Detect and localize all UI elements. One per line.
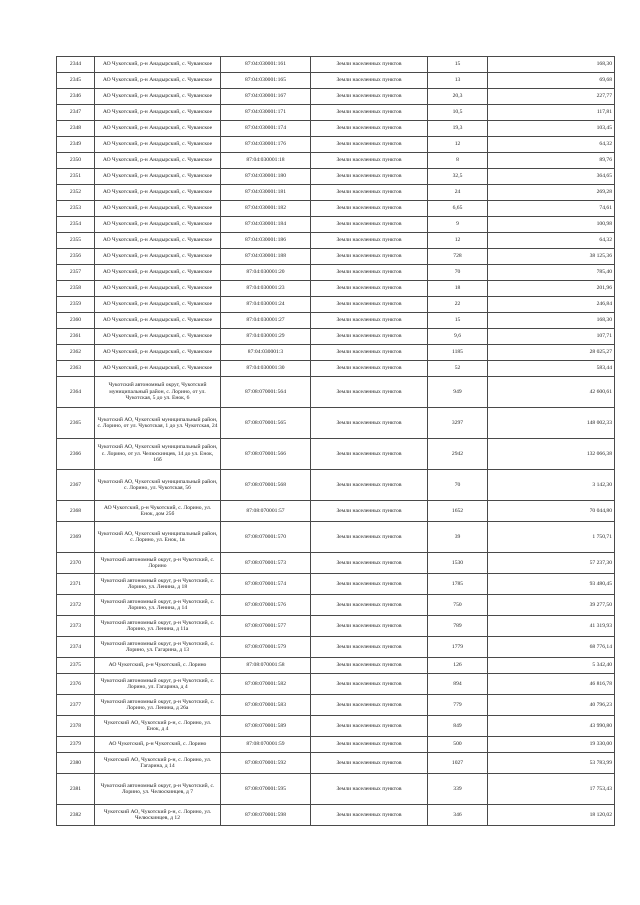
row-number: 2368 — [57, 501, 95, 522]
address-cell: АО Чукотский, р-н Чукотский, с. Лорино — [95, 737, 221, 753]
cadastral-number-cell: 87:04:030001:18 — [221, 153, 311, 169]
table-row — [57, 716, 615, 737]
row-number: 2351 — [57, 169, 95, 185]
table-row — [57, 297, 615, 313]
cadastral-value-cell: 5 342,40 — [488, 658, 615, 674]
address-cell: Чукотский автономный округ, р-н Чукотский, с. Лорино, ул. Гагарина, д 13 — [95, 637, 221, 658]
address-cell: АО Чукотский, р-н Анадырский, с. Чуванское — [95, 297, 221, 313]
cadastral-number-cell: 87:08:070001:568 — [221, 470, 311, 501]
table-row — [57, 281, 615, 297]
land-category-cell: Земли населенных пунктов — [311, 595, 428, 616]
table-row — [57, 522, 615, 553]
cadastral-number-cell: 87:08:070001:592 — [221, 753, 311, 774]
cadastral-value-cell: 68 776,14 — [488, 637, 615, 658]
area-cell: 1185 — [428, 345, 488, 361]
table-row — [57, 574, 615, 595]
land-category-cell: Земли населенных пунктов — [311, 121, 428, 137]
cadastral-number-cell: 87:04:030001:167 — [221, 89, 311, 105]
address-cell: АО Чукотский, р-н Анадырский, с. Чуванское — [95, 137, 221, 153]
area-cell: 10,5 — [428, 105, 488, 121]
area-cell: 849 — [428, 716, 488, 737]
table-row — [57, 249, 615, 265]
table-row — [57, 658, 615, 674]
land-category-cell: Земли населенных пунктов — [311, 361, 428, 377]
cadastral-value-cell: 42 600,61 — [488, 377, 615, 408]
area-cell: 39 — [428, 522, 488, 553]
area-cell: 8 — [428, 153, 488, 169]
table-row — [57, 674, 615, 695]
row-number: 2347 — [57, 105, 95, 121]
table-row — [57, 89, 615, 105]
address-cell: АО Чукотский, р-н Чукотский, с. Лорино — [95, 658, 221, 674]
land-category-cell: Земли населенных пунктов — [311, 616, 428, 637]
table-row — [57, 137, 615, 153]
land-category-cell: Земли населенных пунктов — [311, 185, 428, 201]
area-cell: 13 — [428, 73, 488, 89]
row-number: 2359 — [57, 297, 95, 313]
area-cell: 1785 — [428, 574, 488, 595]
address-cell: АО Чукотский, р-н Анадырский, с. Чуванское — [95, 329, 221, 345]
row-number: 2353 — [57, 201, 95, 217]
table-row — [57, 73, 615, 89]
address-cell: АО Чукотский, р-н Анадырский, с. Чуванское — [95, 57, 221, 73]
land-category-cell: Земли населенных пунктов — [311, 217, 428, 233]
table-row — [57, 313, 615, 329]
land-category-cell: Земли населенных пунктов — [311, 522, 428, 553]
land-category-cell: Земли населенных пунктов — [311, 501, 428, 522]
cadastral-value-cell: 39 277,50 — [488, 595, 615, 616]
cadastral-value-cell: 19 330,00 — [488, 737, 615, 753]
row-number: 2350 — [57, 153, 95, 169]
address-cell: Чукотский автономный округ, р-н Чукотский, с. Лорино, ул. Гагарина, д 4 — [95, 674, 221, 695]
cadastral-value-cell: 18 120,02 — [488, 805, 615, 826]
row-number: 2354 — [57, 217, 95, 233]
row-number: 2362 — [57, 345, 95, 361]
cadastral-number-cell: 87:08:070001:570 — [221, 522, 311, 553]
cadastral-value-cell: 148 002,33 — [488, 408, 615, 439]
cadastral-number-cell: 87:04:030001:181 — [221, 185, 311, 201]
cadastral-value-cell: 583,44 — [488, 361, 615, 377]
address-cell: АО Чукотский, р-н Анадырский, с. Чуванское — [95, 217, 221, 233]
row-number: 2356 — [57, 249, 95, 265]
land-category-cell: Земли населенных пунктов — [311, 57, 428, 73]
area-cell: 32,5 — [428, 169, 488, 185]
address-cell: АО Чукотский, р-н Анадырский, с. Чуванское — [95, 361, 221, 377]
address-cell: АО Чукотский, р-н Анадырский, с. Чуванское — [95, 73, 221, 89]
area-cell: 1530 — [428, 553, 488, 574]
row-number: 2363 — [57, 361, 95, 377]
cadastral-value-cell: 53 783,99 — [488, 753, 615, 774]
cadastral-value-cell: 74,61 — [488, 201, 615, 217]
area-cell: 3297 — [428, 408, 488, 439]
address-cell: Чукотский автономный округ, р-н Чукотский, с. Лорино, ул. Ленина, д 14 — [95, 595, 221, 616]
table-row — [57, 408, 615, 439]
area-cell: 19,3 — [428, 121, 488, 137]
table-row — [57, 439, 615, 470]
table-row — [57, 153, 615, 169]
table-row — [57, 470, 615, 501]
area-cell: 9 — [428, 217, 488, 233]
land-category-cell: Земли населенных пунктов — [311, 89, 428, 105]
cadastral-number-cell: 87:04:030001:165 — [221, 73, 311, 89]
land-category-cell: Земли населенных пунктов — [311, 753, 428, 774]
cadastral-value-cell: 57 237,30 — [488, 553, 615, 574]
address-cell: Чукотский автономный округ, р-н Чукотский, с. Лорино, ул. Челюскинцев, д 7 — [95, 774, 221, 805]
cadastral-value-cell: 69,68 — [488, 73, 615, 89]
row-number: 2355 — [57, 233, 95, 249]
row-number: 2374 — [57, 637, 95, 658]
area-cell: 894 — [428, 674, 488, 695]
cadastral-number-cell: 87:04:030001:171 — [221, 105, 311, 121]
area-cell: 9,6 — [428, 329, 488, 345]
table-row — [57, 361, 615, 377]
cadastral-value-cell: 17 753,43 — [488, 774, 615, 805]
land-category-cell: Земли населенных пунктов — [311, 695, 428, 716]
area-cell: 24 — [428, 185, 488, 201]
row-number: 2379 — [57, 737, 95, 753]
land-category-cell: Земли населенных пунктов — [311, 73, 428, 89]
cadastral-number-cell: 87:08:070001:566 — [221, 439, 311, 470]
address-cell: АО Чукотский, р-н Анадырский, с. Чуванское — [95, 249, 221, 265]
table-row — [57, 695, 615, 716]
land-category-cell: Земли населенных пунктов — [311, 137, 428, 153]
area-cell: 12 — [428, 233, 488, 249]
table-row — [57, 753, 615, 774]
cadastral-number-cell: 87:08:070001:565 — [221, 408, 311, 439]
address-cell: Чукотский АО, Чукотский муниципальный район, с. Лорино, ул. Чукотская, 56 — [95, 470, 221, 501]
address-cell: АО Чукотский, р-н Анадырский, с. Чуванское — [95, 201, 221, 217]
cadastral-number-cell: 87:04:030001:3 — [221, 345, 311, 361]
address-cell: АО Чукотский, р-н Анадырский, с. Чуванское — [95, 89, 221, 105]
address-cell: АО Чукотский, р-н Анадырский, с. Чуванское — [95, 169, 221, 185]
table-row — [57, 57, 615, 73]
cadastral-value-cell: 227,77 — [488, 89, 615, 105]
cadastral-number-cell: 87:08:070001:579 — [221, 637, 311, 658]
cadastral-number-cell: 87:08:070001:583 — [221, 695, 311, 716]
row-number: 2378 — [57, 716, 95, 737]
cadastral-number-cell: 87:04:030001:180 — [221, 169, 311, 185]
document-page — [56, 56, 614, 826]
row-number: 2367 — [57, 470, 95, 501]
table-row — [57, 329, 615, 345]
cadastral-number-cell: 87:08:070001:574 — [221, 574, 311, 595]
address-cell: АО Чукотский, р-н Анадырский, с. Чуванское — [95, 281, 221, 297]
cadastral-number-cell: 87:04:030001:20 — [221, 265, 311, 281]
cadastral-number-cell: 87:08:070001:57 — [221, 501, 311, 522]
table-row — [57, 233, 615, 249]
table-row — [57, 121, 615, 137]
cadastral-value-cell: 168,30 — [488, 57, 615, 73]
cadastral-value-cell: 46 816,78 — [488, 674, 615, 695]
address-cell: АО Чукотский, р-н Анадырский, с. Чуванское — [95, 105, 221, 121]
area-cell: 15 — [428, 57, 488, 73]
cadastral-value-cell: 64,32 — [488, 137, 615, 153]
address-cell: Чукотский автономный округ, Чукотский муниципальный район, с. Лорино, от ул. Чукотская, 5 до ул. Енок, 6 — [95, 377, 221, 408]
address-cell: АО Чукотский, р-н Анадырский, с. Чуванское — [95, 313, 221, 329]
row-number: 2375 — [57, 658, 95, 674]
row-number: 2361 — [57, 329, 95, 345]
cadastral-number-cell: 87:04:030001:30 — [221, 361, 311, 377]
land-category-cell: Земли населенных пунктов — [311, 716, 428, 737]
area-cell: 728 — [428, 249, 488, 265]
cadastral-number-cell: 87:08:070001:573 — [221, 553, 311, 574]
land-category-cell: Земли населенных пунктов — [311, 553, 428, 574]
cadastral-number-cell: 87:08:070001:58 — [221, 658, 311, 674]
area-cell: 70 — [428, 265, 488, 281]
row-number: 2348 — [57, 121, 95, 137]
cadastral-number-cell: 87:04:030001:23 — [221, 281, 311, 297]
cadastral-value-cell: 785,40 — [488, 265, 615, 281]
land-plot-registry-table — [56, 56, 615, 826]
land-category-cell: Земли населенных пунктов — [311, 169, 428, 185]
cadastral-value-cell: 132 066,38 — [488, 439, 615, 470]
address-cell: Чукотский автономный округ, р-н Чукотский, с. Лорино, ул. Ленина, д 26а — [95, 695, 221, 716]
land-category-cell: Земли населенных пунктов — [311, 281, 428, 297]
cadastral-number-cell: 87:08:070001:564 — [221, 377, 311, 408]
land-category-cell: Земли населенных пунктов — [311, 153, 428, 169]
land-category-cell: Земли населенных пунктов — [311, 574, 428, 595]
address-cell: АО Чукотский, р-н Анадырский, с. Чуванское — [95, 121, 221, 137]
table-row — [57, 345, 615, 361]
table-row — [57, 616, 615, 637]
cadastral-value-cell: 89,76 — [488, 153, 615, 169]
area-cell: 779 — [428, 695, 488, 716]
address-cell: АО Чукотский, р-н Анадырский, с. Чуванское — [95, 185, 221, 201]
cadastral-number-cell: 87:04:030001:188 — [221, 249, 311, 265]
address-cell: Чукотский АО, Чукотский муниципальный район, с. Лорино, ул. Енок, 1в — [95, 522, 221, 553]
cadastral-number-cell: 87:04:030001:184 — [221, 217, 311, 233]
area-cell: 1027 — [428, 753, 488, 774]
area-cell: 6,65 — [428, 201, 488, 217]
row-number: 2373 — [57, 616, 95, 637]
address-cell: Чукотский автономный округ, р-н Чукотский, с. Лорино, ул. Ленина, д 18 — [95, 574, 221, 595]
cadastral-value-cell: 70 044,80 — [488, 501, 615, 522]
land-category-cell: Земли населенных пунктов — [311, 408, 428, 439]
cadastral-number-cell: 87:04:030001:29 — [221, 329, 311, 345]
cadastral-value-cell: 100,98 — [488, 217, 615, 233]
cadastral-number-cell: 87:08:070001:59 — [221, 737, 311, 753]
row-number: 2344 — [57, 57, 95, 73]
land-category-cell: Земли населенных пунктов — [311, 674, 428, 695]
land-category-cell: Земли населенных пунктов — [311, 329, 428, 345]
address-cell: Чукотский АО, Чукотский р-н, с. Лорино, ул. Гагарина, д 14 — [95, 753, 221, 774]
area-cell: 1779 — [428, 637, 488, 658]
address-cell: АО Чукотский, р-н Анадырский, с. Чуванское — [95, 153, 221, 169]
land-category-cell: Земли населенных пунктов — [311, 805, 428, 826]
cadastral-number-cell: 87:04:030001:24 — [221, 297, 311, 313]
area-cell: 52 — [428, 361, 488, 377]
row-number: 2371 — [57, 574, 95, 595]
row-number: 2352 — [57, 185, 95, 201]
land-category-cell: Земли населенных пунктов — [311, 105, 428, 121]
land-category-cell: Земли населенных пунктов — [311, 774, 428, 805]
area-cell: 12 — [428, 137, 488, 153]
cadastral-value-cell: 41 319,93 — [488, 616, 615, 637]
address-cell: Чукотский АО, Чукотский муниципальный район, с. Лорино, от ул. Челюскинцев, 14 до ул. Енок, 16б — [95, 439, 221, 470]
table-row — [57, 265, 615, 281]
row-number: 2346 — [57, 89, 95, 105]
table-row — [57, 201, 615, 217]
land-category-cell: Земли населенных пунктов — [311, 377, 428, 408]
area-cell: 18 — [428, 281, 488, 297]
land-category-cell: Земли населенных пунктов — [311, 297, 428, 313]
land-category-cell: Земли населенных пунктов — [311, 658, 428, 674]
area-cell: 346 — [428, 805, 488, 826]
table-row — [57, 377, 615, 408]
land-category-cell: Земли населенных пунктов — [311, 737, 428, 753]
land-category-cell: Земли населенных пунктов — [311, 265, 428, 281]
cadastral-number-cell: 87:08:070001:589 — [221, 716, 311, 737]
area-cell: 126 — [428, 658, 488, 674]
table-row — [57, 169, 615, 185]
address-cell: Чукотский автономный округ, р-н Чукотский, с. Лорино — [95, 553, 221, 574]
cadastral-number-cell: 87:04:030001:27 — [221, 313, 311, 329]
table-row — [57, 553, 615, 574]
cadastral-number-cell: 87:08:070001:595 — [221, 774, 311, 805]
land-category-cell: Земли населенных пунктов — [311, 439, 428, 470]
land-category-cell: Земли населенных пунктов — [311, 249, 428, 265]
area-cell: 1652 — [428, 501, 488, 522]
cadastral-number-cell: 87:04:030001:186 — [221, 233, 311, 249]
registry-body — [57, 57, 615, 826]
cadastral-number-cell: 87:04:030001:182 — [221, 201, 311, 217]
cadastral-value-cell: 246,84 — [488, 297, 615, 313]
cadastral-value-cell: 38 125,36 — [488, 249, 615, 265]
row-number: 2345 — [57, 73, 95, 89]
row-number: 2358 — [57, 281, 95, 297]
row-number: 2366 — [57, 439, 95, 470]
area-cell: 20,3 — [428, 89, 488, 105]
table-row — [57, 185, 615, 201]
address-cell: АО Чукотский, р-н Анадырский, с. Чуванское — [95, 265, 221, 281]
cadastral-number-cell: 87:08:070001:582 — [221, 674, 311, 695]
cadastral-value-cell: 364,65 — [488, 169, 615, 185]
table-row — [57, 217, 615, 233]
cadastral-value-cell: 64,32 — [488, 233, 615, 249]
table-row — [57, 501, 615, 522]
cadastral-number-cell: 87:04:030001:161 — [221, 57, 311, 73]
cadastral-value-cell: 28 025,27 — [488, 345, 615, 361]
cadastral-value-cell: 117,81 — [488, 105, 615, 121]
table-row — [57, 105, 615, 121]
cadastral-value-cell: 3 142,30 — [488, 470, 615, 501]
address-cell: Чукотский АО, Чукотский муниципальный район, с. Лорино, от ул. Чукотская, 1 до ул. Чукотская, 24 — [95, 408, 221, 439]
table-row — [57, 737, 615, 753]
row-number: 2364 — [57, 377, 95, 408]
area-cell: 339 — [428, 774, 488, 805]
row-number: 2370 — [57, 553, 95, 574]
land-category-cell: Земли населенных пунктов — [311, 470, 428, 501]
row-number: 2365 — [57, 408, 95, 439]
land-category-cell: Земли населенных пунктов — [311, 313, 428, 329]
cadastral-value-cell: 201,96 — [488, 281, 615, 297]
address-cell: Чукотский автономный округ, р-н Чукотский, с. Лорино, ул. Ленина, д 11а — [95, 616, 221, 637]
row-number: 2382 — [57, 805, 95, 826]
land-category-cell: Земли населенных пунктов — [311, 637, 428, 658]
row-number: 2357 — [57, 265, 95, 281]
cadastral-number-cell: 87:08:070001:598 — [221, 805, 311, 826]
land-category-cell: Земли населенных пунктов — [311, 233, 428, 249]
row-number: 2360 — [57, 313, 95, 329]
cadastral-number-cell: 87:04:030001:174 — [221, 121, 311, 137]
cadastral-value-cell: 1 750,71 — [488, 522, 615, 553]
row-number: 2349 — [57, 137, 95, 153]
land-category-cell: Земли населенных пунктов — [311, 201, 428, 217]
row-number: 2380 — [57, 753, 95, 774]
cadastral-value-cell: 40 796,23 — [488, 695, 615, 716]
cadastral-value-cell: 168,30 — [488, 313, 615, 329]
area-cell: 70 — [428, 470, 488, 501]
cadastral-value-cell: 107,71 — [488, 329, 615, 345]
address-cell: АО Чукотский, р-н Анадырский, с. Чуванское — [95, 233, 221, 249]
row-number: 2376 — [57, 674, 95, 695]
table-row — [57, 805, 615, 826]
land-category-cell: Земли населенных пунктов — [311, 345, 428, 361]
address-cell: АО Чукотский, р-н Анадырский, с. Чуванское — [95, 345, 221, 361]
area-cell: 22 — [428, 297, 488, 313]
address-cell: Чукотский АО, Чукотский р-н, с. Лорино, ул. Челюскинцев, д 12 — [95, 805, 221, 826]
row-number: 2369 — [57, 522, 95, 553]
area-cell: 789 — [428, 616, 488, 637]
cadastral-value-cell: 43 990,80 — [488, 716, 615, 737]
cadastral-value-cell: 103,45 — [488, 121, 615, 137]
cadastral-number-cell: 87:04:030001:176 — [221, 137, 311, 153]
cadastral-number-cell: 87:08:070001:576 — [221, 595, 311, 616]
address-cell: АО Чукотский, р-н Чукотский, с. Лорино, ул. Енок, дом 25б — [95, 501, 221, 522]
cadastral-number-cell: 87:08:070001:577 — [221, 616, 311, 637]
table-row — [57, 595, 615, 616]
row-number: 2372 — [57, 595, 95, 616]
cadastral-value-cell: 269,28 — [488, 185, 615, 201]
area-cell: 949 — [428, 377, 488, 408]
row-number: 2381 — [57, 774, 95, 805]
address-cell: Чукотский АО, Чукотский р-н, с. Лорино, ул. Енок, д 4 — [95, 716, 221, 737]
cadastral-value-cell: 93 480,45 — [488, 574, 615, 595]
area-cell: 750 — [428, 595, 488, 616]
table-row — [57, 637, 615, 658]
area-cell: 2942 — [428, 439, 488, 470]
row-number: 2377 — [57, 695, 95, 716]
area-cell: 15 — [428, 313, 488, 329]
table-row — [57, 774, 615, 805]
area-cell: 500 — [428, 737, 488, 753]
